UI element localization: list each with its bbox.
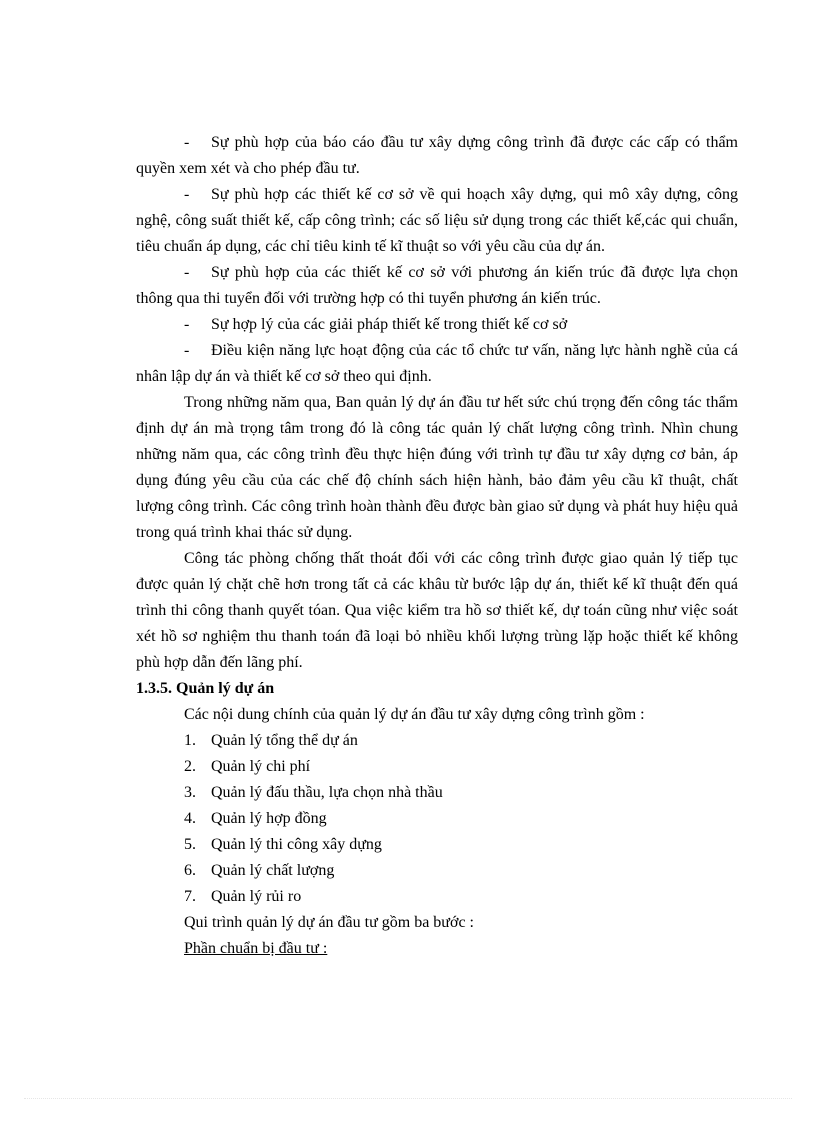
process-intro: Qui trình quản lý dự án đầu tư gồm ba bước : xyxy=(184,914,474,931)
list-item-text: Quản lý tổng thể dự án xyxy=(211,732,358,749)
list-item xyxy=(136,806,738,832)
bullet-dash: - xyxy=(184,316,190,333)
list-number: 7. xyxy=(184,888,196,905)
list-number: 1. xyxy=(184,732,196,749)
list-item xyxy=(136,754,738,780)
bullet-dash: - xyxy=(184,134,190,151)
subsection-heading: Phần chuẩn bị đầu tư : xyxy=(184,940,328,957)
list-item xyxy=(136,780,738,806)
subheading-wrapper xyxy=(136,936,738,962)
bullet-paragraph xyxy=(136,312,738,338)
bullet-text: Sự phù hợp của báo cáo đầu tư xây dựng công trình đã được các cấp có thẩm quyền xem xét và cho phép đầu tư. xyxy=(136,134,738,177)
list-item xyxy=(136,884,738,910)
list-item xyxy=(136,728,738,754)
document-page xyxy=(136,130,738,962)
list-item-text: Quản lý chi phí xyxy=(211,758,311,775)
bullet-dash: - xyxy=(184,264,190,281)
list-number: 6. xyxy=(184,862,196,879)
list-number: 2. xyxy=(184,758,196,775)
bullet-paragraph xyxy=(136,260,738,312)
list-number: 5. xyxy=(184,836,196,853)
section-intro: Các nội dung chính của quản lý dự án đầu tư xây dựng công trình gồm : xyxy=(184,706,645,723)
bullet-text: Sự phù hợp các thiết kế cơ sở về qui hoạch xây dựng, qui mô xây dựng, công nghệ, công suất thiết kế, cấp công trình; các số liệu sử dụng trong các thiết kế,các qui chuẩn, tiêu chuẩn áp dụng, các chỉ tiêu kinh tế kĩ thuật so với yêu cầu của dự án. xyxy=(136,186,738,255)
bullet-text: Sự phù hợp của các thiết kế cơ sở với phương án kiến trúc đã được lựa chọn thông qua thi tuyển đối với trường hợp có thi tuyển phương án kiến trúc. xyxy=(136,264,738,307)
list-item-text: Quản lý chất lượng xyxy=(211,862,335,879)
list-number: 4. xyxy=(184,810,196,827)
section-heading: 1.3.5. Quản lý dự án xyxy=(136,680,275,697)
body-paragraph: Trong những năm qua, Ban quản lý dự án đầu tư hết sức chú trọng đến công tác thẩm định dự án mà trọng tâm trong đó là công tác quản lý chất lượng công trình. Nhìn chung những năm qua, các công trình đều thực hiện đúng với trình tự đầu tư xây dựng cơ bản, áp dụng đúng yêu cầu của các chế độ chính sách hiện hành, bảo đảm yêu cầu kĩ thuật, chất lượng công trình. Các công trình hoàn thành đều được bàn giao sử dụng và phát huy hiệu quả trong quá trình khai thác sử dụng. xyxy=(136,394,738,541)
list-number: 3. xyxy=(184,784,196,801)
page-bottom-divider xyxy=(24,1098,792,1099)
list-item-text: Quản lý thi công xây dựng xyxy=(211,836,382,853)
bullet-paragraph xyxy=(136,130,738,182)
numbered-list xyxy=(136,728,738,910)
bullet-paragraph xyxy=(136,338,738,390)
list-item-text: Quản lý hợp đồng xyxy=(211,810,327,827)
list-item-text: Quản lý rủi ro xyxy=(211,888,302,905)
list-item xyxy=(136,858,738,884)
bullet-dash: - xyxy=(184,342,190,359)
bullet-dash: - xyxy=(184,186,190,203)
list-item xyxy=(136,832,738,858)
list-item-text: Quản lý đấu thầu, lựa chọn nhà thầu xyxy=(211,784,443,801)
bullet-text: Sự hợp lý của các giải pháp thiết kế trong thiết kế cơ sở xyxy=(211,316,568,333)
bullet-text: Điều kiện năng lực hoạt động của các tổ chức tư vấn, năng lực hành nghề của cá nhân lập dự án và thiết kế cơ sở theo qui định. xyxy=(136,342,738,385)
bullet-paragraph xyxy=(136,182,738,260)
body-paragraph: Công tác phòng chống thất thoát đối với các công trình được giao quản lý tiếp tục được quản lý chặt chẽ hơn trong tất cả các khâu từ bước lập dự án, thiết kế kĩ thuật đến quá trình thi công thanh quyết tóan. Qua việc kiểm tra hồ sơ thiết kế, dự toán cũng như việc soát xét hồ sơ nghiệm thu thanh toán đã loại bỏ nhiều khối lượng trùng lặp hoặc thiết kế không phù hợp dẫn đến lãng phí. xyxy=(136,550,738,671)
